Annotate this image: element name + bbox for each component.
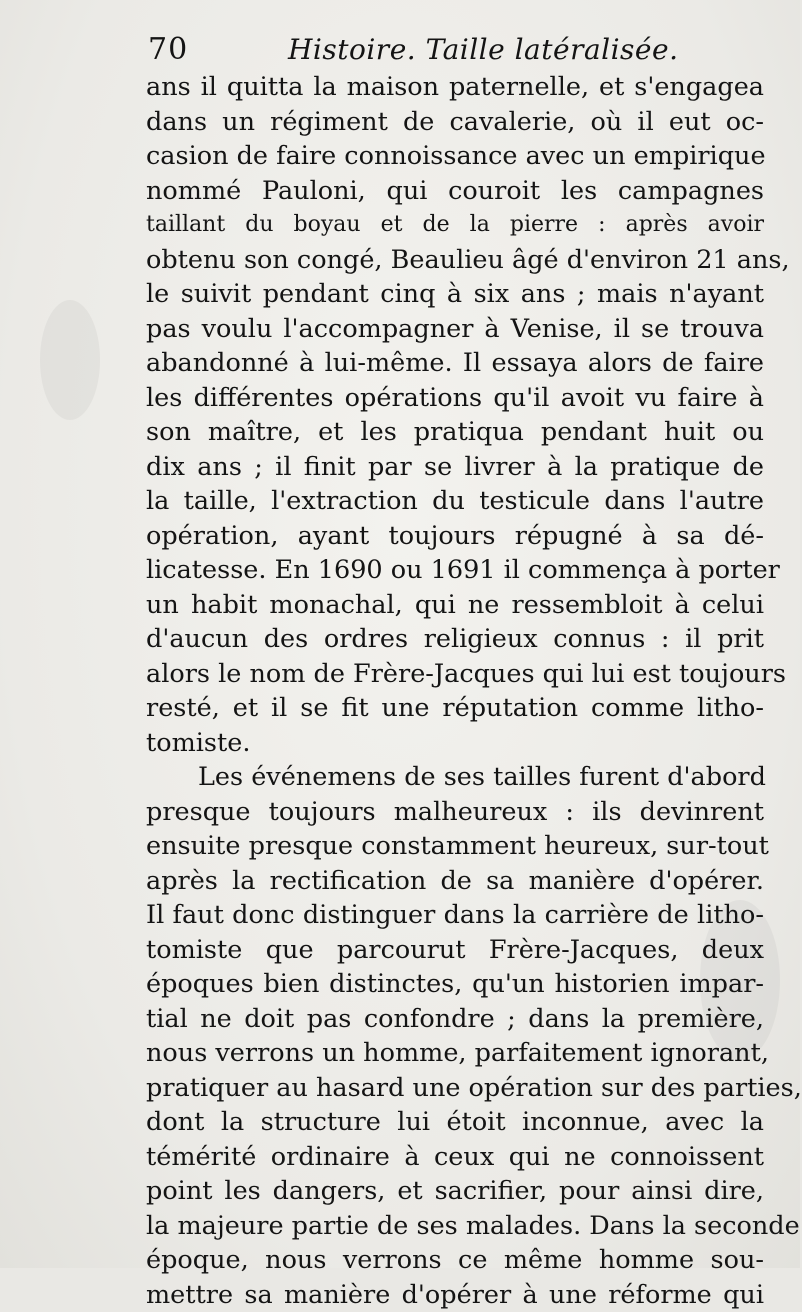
text-line: la majeure partie de ses malades. Dans la seconde xyxy=(146,1209,764,1244)
text-line: nous verrons un homme, parfaitement ignorant, xyxy=(146,1036,764,1071)
text-line: son maître, et les pratiqua pendant huit ou xyxy=(146,415,764,450)
text-line: casion de faire connoissance avec un empirique xyxy=(146,139,764,174)
body-text xyxy=(146,70,764,1312)
text-line: après la rectification de sa manière d'opérer. xyxy=(146,864,764,899)
text-line: la taille, l'extraction du testicule dans l'autre xyxy=(146,484,764,519)
text-line: dont la structure lui étoit inconnue, avec la xyxy=(146,1105,764,1140)
text-line: pas voulu l'accompagner à Venise, il se trouva xyxy=(146,312,764,347)
text-line: les différentes opérations qu'il avoit vu faire à xyxy=(146,381,764,416)
text-line: époques bien distinctes, qu'un historien impar- xyxy=(146,967,764,1002)
text-line: tial ne doit pas confondre ; dans la première, xyxy=(146,1002,764,1037)
text-line: tomiste que parcourut Frère-Jacques, deux xyxy=(146,933,764,968)
text-line: alors le nom de Frère-Jacques qui lui est toujours xyxy=(146,657,764,692)
text-line: abandonné à lui-même. Il essaya alors de faire xyxy=(146,346,764,381)
text-line: le suivit pendant cinq à six ans ; mais n'ayant xyxy=(146,277,764,312)
page-header xyxy=(148,30,768,74)
text-line: pratiquer au hasard une opération sur des parties, xyxy=(146,1071,764,1106)
text-line: ans il quitta la maison paternelle, et s'engagea xyxy=(146,70,764,105)
text-line: presque toujours malheureux : ils devinrent xyxy=(146,795,764,830)
text-line: nommé Pauloni, qui couroit les campagnes xyxy=(146,174,764,209)
text-line: obtenu son congé, Beaulieu âgé d'environ 21 ans, xyxy=(146,243,764,278)
text-line: tomiste. xyxy=(146,726,764,761)
text-line: mettre sa manière d'opérer à une réforme qui xyxy=(146,1278,764,1312)
page-number: 70 xyxy=(148,30,188,70)
running-title: Histoire. Taille latéralisée. xyxy=(288,30,678,70)
text-line: licatesse. En 1690 ou 1691 il commença à porter xyxy=(146,553,764,588)
text-line: dix ans ; il finit par se livrer à la pratique de xyxy=(146,450,764,485)
text-line: taillant du boyau et de la pierre : après avoir xyxy=(146,208,764,243)
paper-stain xyxy=(40,300,100,420)
paragraph-2 xyxy=(146,760,764,1312)
text-line: point les dangers, et sacrifier, pour ainsi dire, xyxy=(146,1174,764,1209)
text-line: resté, et il se fit une réputation comme litho- xyxy=(146,691,764,726)
paragraph-1 xyxy=(146,70,764,760)
text-line: Il faut donc distinguer dans la carrière de litho- xyxy=(146,898,764,933)
text-line: dans un régiment de cavalerie, où il eut oc- xyxy=(146,105,764,140)
text-line: un habit monachal, qui ne ressembloit à celui xyxy=(146,588,764,623)
text-line: témérité ordinaire à ceux qui ne connoissent xyxy=(146,1140,764,1175)
text-line: Les événemens de ses tailles furent d'abord xyxy=(146,760,764,795)
text-line: époque, nous verrons ce même homme sou- xyxy=(146,1243,764,1278)
text-line: ensuite presque constamment heureux, sur-tout xyxy=(146,829,764,864)
text-line: opération, ayant toujours répugné à sa dé- xyxy=(146,519,764,554)
text-line: d'aucun des ordres religieux connus : il prit xyxy=(146,622,764,657)
